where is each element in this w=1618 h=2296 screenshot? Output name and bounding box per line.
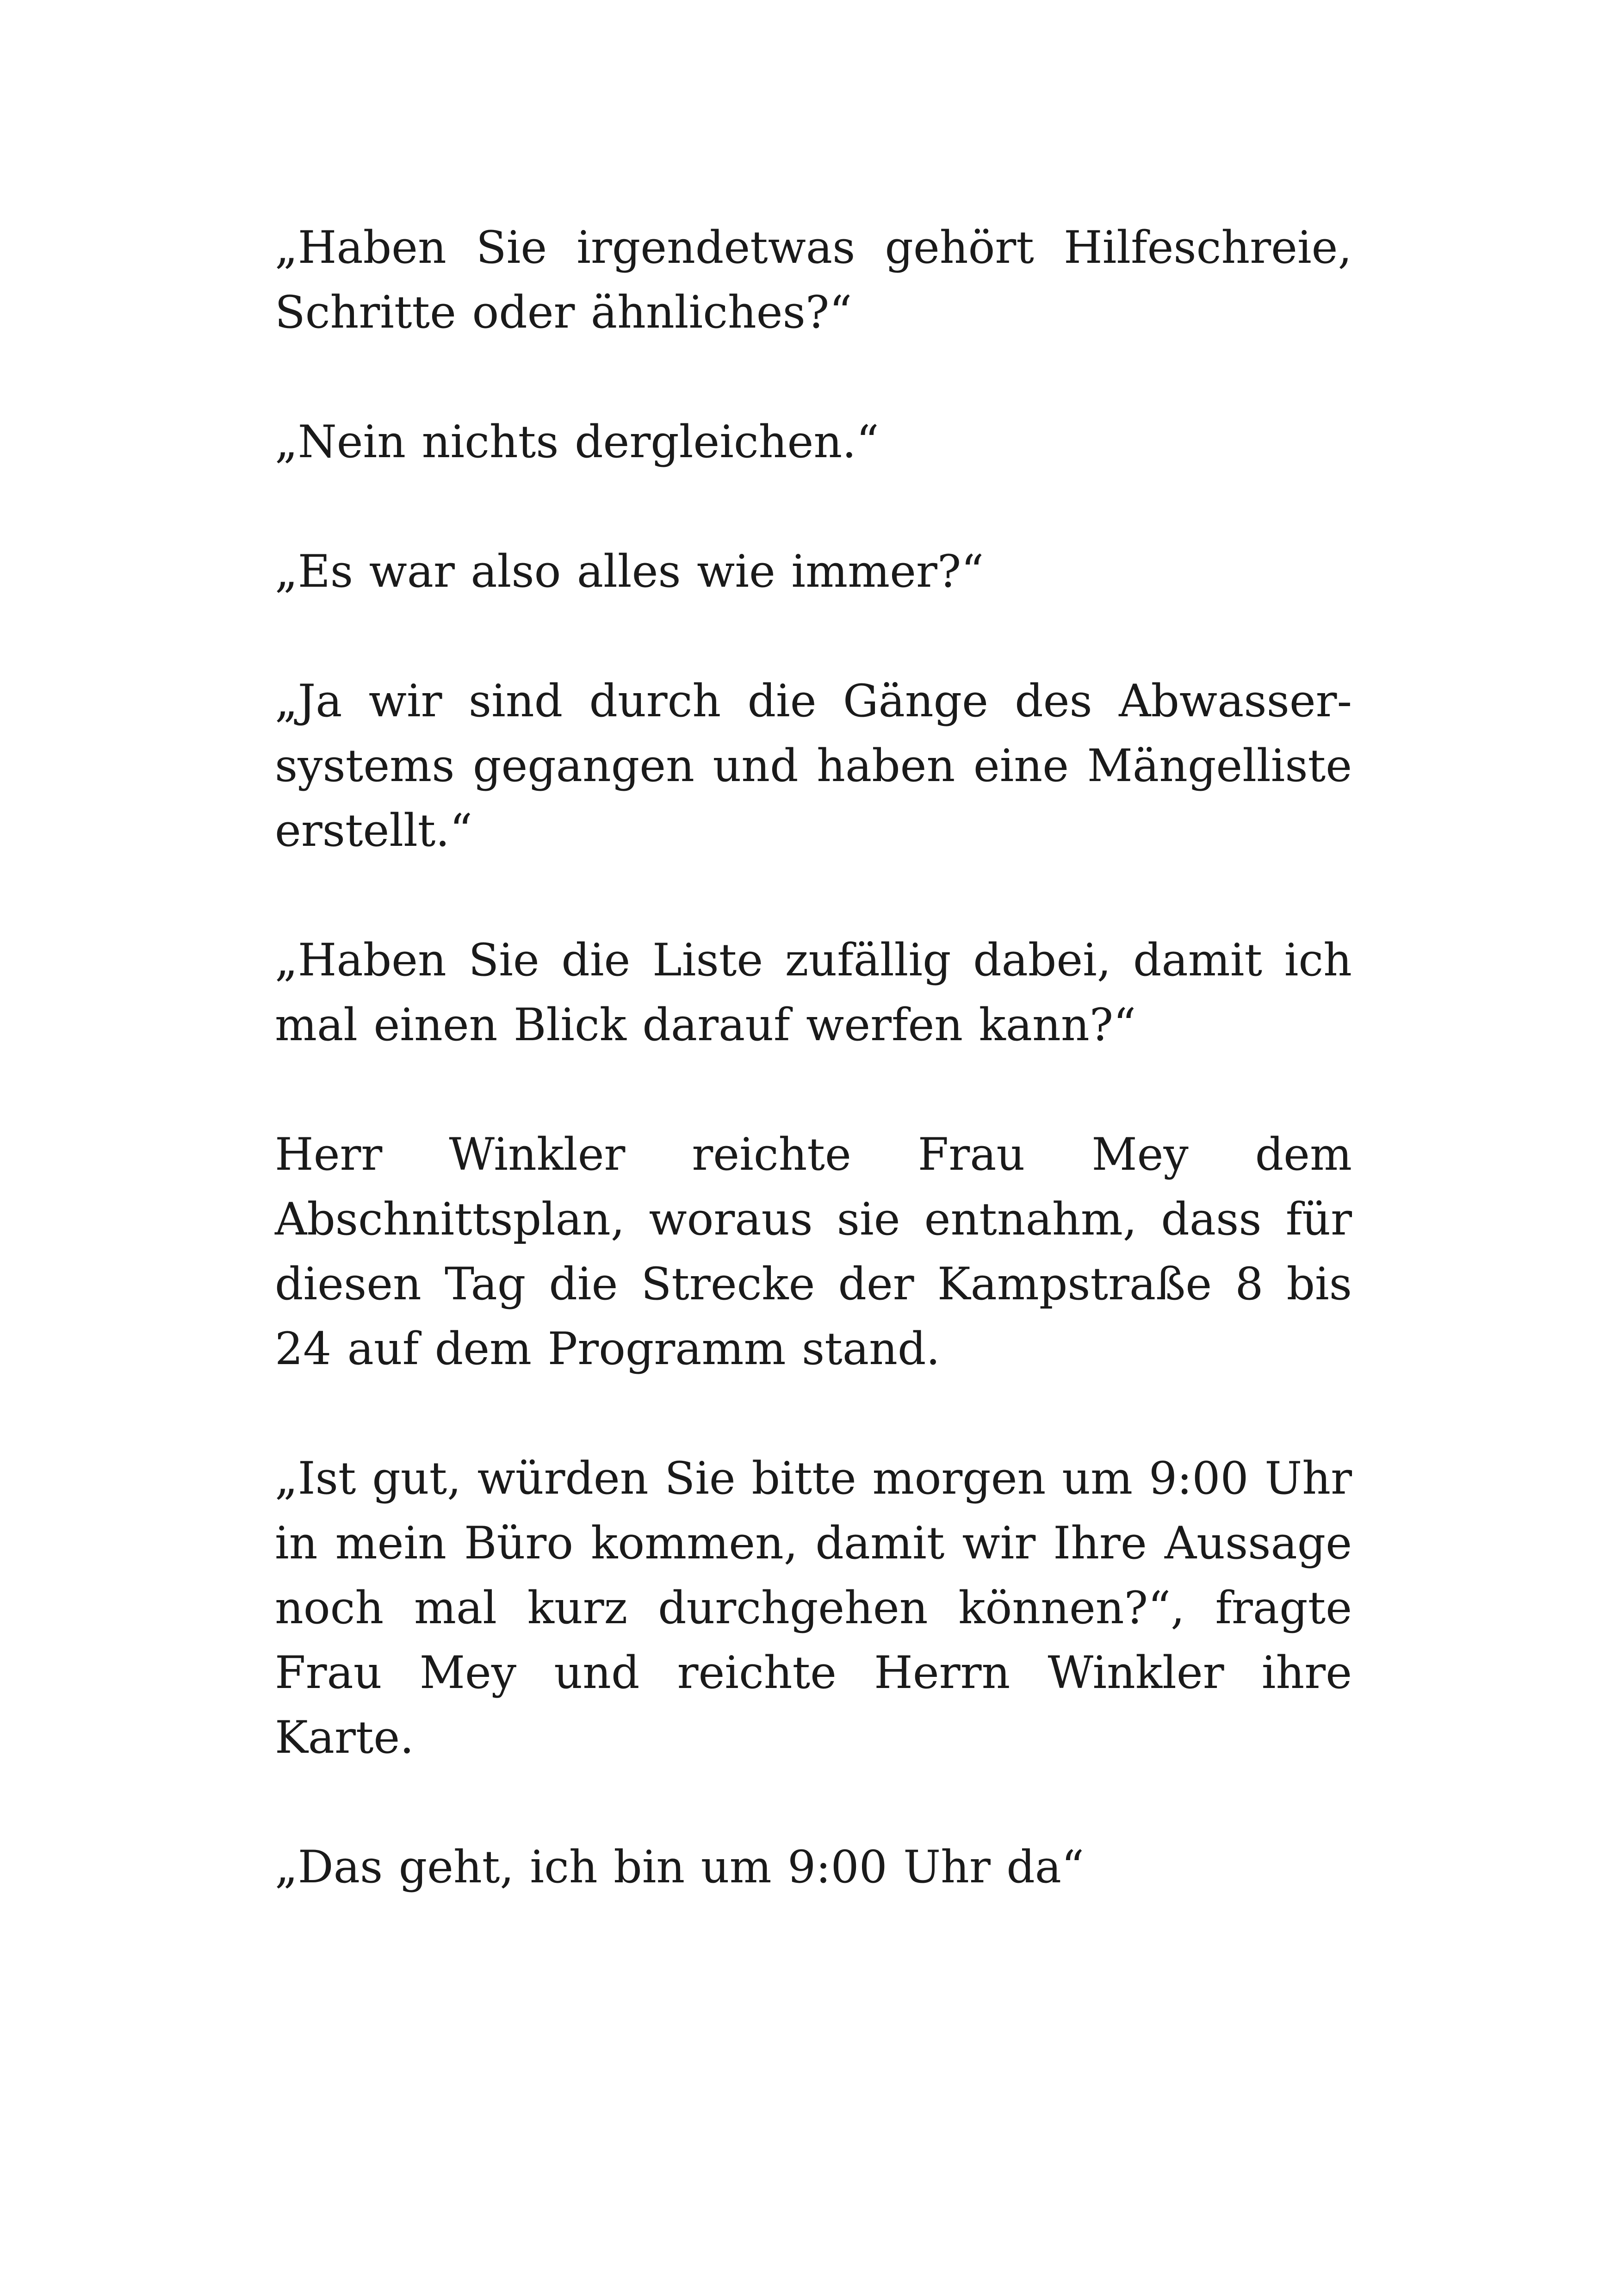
paragraph: „Haben Sie irgendetwas gehört Hilfeschreie, Schritte oder ähnliches?“: [275, 222, 1352, 338]
paragraph: „Haben Sie die Liste zufällig dabei, damit ich mal einen Blick darauf werfen kann?“: [275, 934, 1352, 1051]
paragraph: Herr Winkler reichte Frau Mey dem Abschnittsplan, woraus sie entnahm, dass für diesen Tag die Strecke der Kampstraße 8 bis 24 auf dem Programm stand.: [275, 1129, 1352, 1375]
paragraph: „Nein nichts dergleichen.“: [275, 416, 879, 468]
paragraph: „Das geht, ich bin um 9:00 Uhr da“: [275, 1841, 1085, 1893]
paragraph: „Ist gut, würden Sie bitte morgen um 9:00 Uhr in mein Büro kommen, damit wir Ihre Aussage noch mal kurz durchgehen können?“, fragte Frau Mey und reichte Herrn Winkler ihre Karte.: [275, 1452, 1352, 1763]
text-column: [275, 215, 1352, 1964]
paragraph: „Es war also alles wie immer?“: [275, 546, 984, 597]
paragraph: „Ja wir sind durch die Gänge des Abwassersystems gegangen und haben eine Mängelliste erstellt.“: [275, 675, 1352, 856]
